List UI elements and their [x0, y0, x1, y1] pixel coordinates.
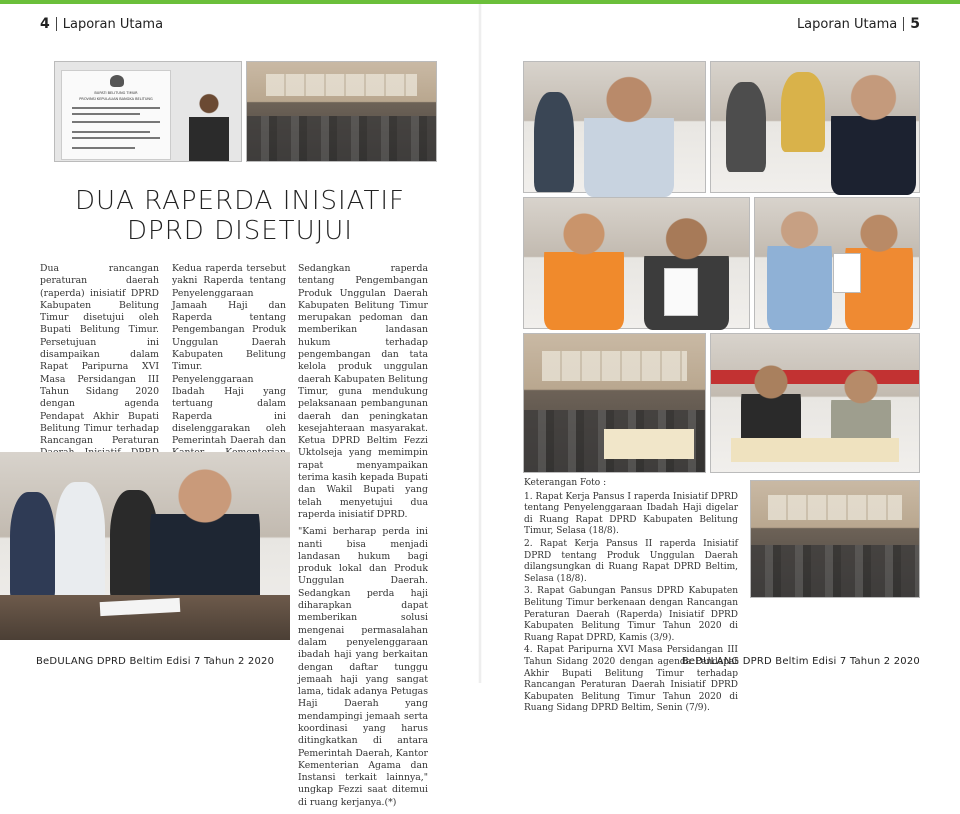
caption-item: 3. Rapat Gabungan Pansus DPRD Kabupaten Belitung Timur berkenaan dengan Rancangan Peraturan Daerah (Raperda) Inisiatif DPRD Kabupaten Belitung Timur Tahun 2020 di Ruang Rapat DPRD, Kamis (3/9). — [524, 586, 738, 643]
left-page-number: 4 — [40, 16, 50, 32]
emblem-icon — [110, 75, 124, 87]
article-title-line2: DPRD DISETUJUI — [127, 216, 353, 246]
article-paragraph: Dua rancangan peraturan daerah (raperda) inisiatif DPRD Kabupaten Belitung Timur disetujui oleh Bupati Belitung Timur. Persetujuan ini disampaikan dalam Rapat Paripurna XVI Masa Persidangan III Tahun Sidang 2020 dengan agenda Pendapat Akhir Bupati Belitung Timur terhadap Rancangan Peraturan — [40, 263, 159, 447]
right-footer: BeDULANG DPRD Beltim Edisi 7 Tahun 2 2020 — [681, 656, 920, 667]
photo-handshake-orange — [523, 197, 750, 329]
left-section-name: Laporan Utama — [62, 16, 164, 32]
photo-pansus-meeting — [0, 452, 290, 640]
right-page-number: 5 — [910, 16, 920, 32]
photo-signing-document — [710, 333, 920, 473]
right-page-header — [797, 16, 920, 32]
article-column-3 — [298, 263, 428, 814]
right-section-name: Laporan Utama — [796, 16, 898, 32]
speaker-figure — [189, 91, 229, 161]
caption-item: 1. Rapat Kerja Pansus I raperda Inisiatif DPRD tentang Penyelenggaraan Ibadah Haji digelar di Ruang Rapat DPRD Kabupaten Belitung Timur, Selasa (18/8). — [524, 491, 738, 537]
presentation-slide — [61, 70, 171, 160]
article-paragraph: "Kami berharap perda ini nanti bisa menjadi landasan hukum bagi produk lokal dan Produk Unggulan Daerah. Sedangkan perda haji diharapkan dapat memberikan solusi mengenai permasalahan dalam penyelenggaraan ibadah haji yang berkaitan dengan daftar tunggu jemaah haji yang sangat lama, tidak adanya Petugas Haji Daerah yang mendampingi jemaah serta koordinasi yang harus ditingkatkan di antara Pemerintah Daerah, Kantor Kementerian Agama dan Instansi terkait lainnya," ungkap Fezzi saat ditemui di ruang kerjanya.(*) — [298, 526, 428, 808]
caption-item: 4. Rapat Paripurna XVI Masa Persidangan III Tahun Sidang 2020 dengan agenda Pendapat Akhir Bupati Belitung Timur terhadap Rancangan Peraturan Daerah Inisiatif DPRD Kabupaten Belitung Timur Tahun 2020 di Ruang Sidang DPRD Beltim, Senin (7/9). — [524, 645, 738, 714]
caption-item: 2. Rapat Kerja Pansus II raperda Inisiatif DPRD tentang Produk Unggulan Daerah dilangsungkan di Ruang Rapat DPRD Beltim, Selasa (18/8). — [524, 538, 738, 584]
photo-plenary-signing — [523, 333, 706, 473]
article-paragraph: Sedangkan raperda tentang Pengembangan Produk Unggulan Daerah Kabupaten Belitung Timur merupakan pedoman dan memberikan landasan hukum terhadap pengembangan dan tata kelola produk unggulan daerah Kabupaten Belitung Timur, guna mendukung pelaksanaan pembangunan daerah dan peningkatan kesejahteraan masyarakat. Ketua DPRD Beltim Fezzi Uktolseja yang memimpin rapat menyampaikan terima kasih kepada Bupati dan Wakil Bupati yang telah menyetujui dua raperda inisiatif DPRD. — [298, 263, 428, 520]
photo-presentation — [54, 61, 242, 162]
photo-caption — [524, 478, 738, 716]
photo-plenary-hall — [750, 480, 920, 598]
left-page-header — [40, 16, 163, 32]
photo-pansus-1-a — [523, 61, 706, 193]
photo-meeting-room — [246, 61, 437, 162]
page-gutter — [478, 4, 482, 683]
header-divider — [903, 17, 904, 31]
article-paragraph: Kedua raperda tersebut yakni Raperda tentang Penyelenggaraan Jamaah Haji dan Raperda tentang Pengembangan Produk Unggulan Daerah Kabupaten Belitung Timur. Penyelenggaraan Ibadah Haji yang tertuang dalam Raperda ini diselenggarakan oleh Pemerintah Daerah dan — [172, 263, 286, 447]
slide-title-line: PROVINSI KEPULAUAN BANGKA BELITUNG — [79, 97, 153, 101]
header-divider — [56, 17, 57, 31]
photo-pansus-1-b — [710, 61, 920, 193]
caption-list — [524, 492, 738, 715]
caption-title: Keterangan Foto : — [524, 478, 607, 488]
slide-title-line: BUPATI BELITUNG TIMUR — [94, 91, 138, 95]
article-title-line1: DUA RAPERDA INISIATIF — [75, 186, 405, 216]
photo-document-exchange — [754, 197, 920, 329]
left-footer: BeDULANG DPRD Beltim Edisi 7 Tahun 2 2020 — [36, 656, 275, 667]
